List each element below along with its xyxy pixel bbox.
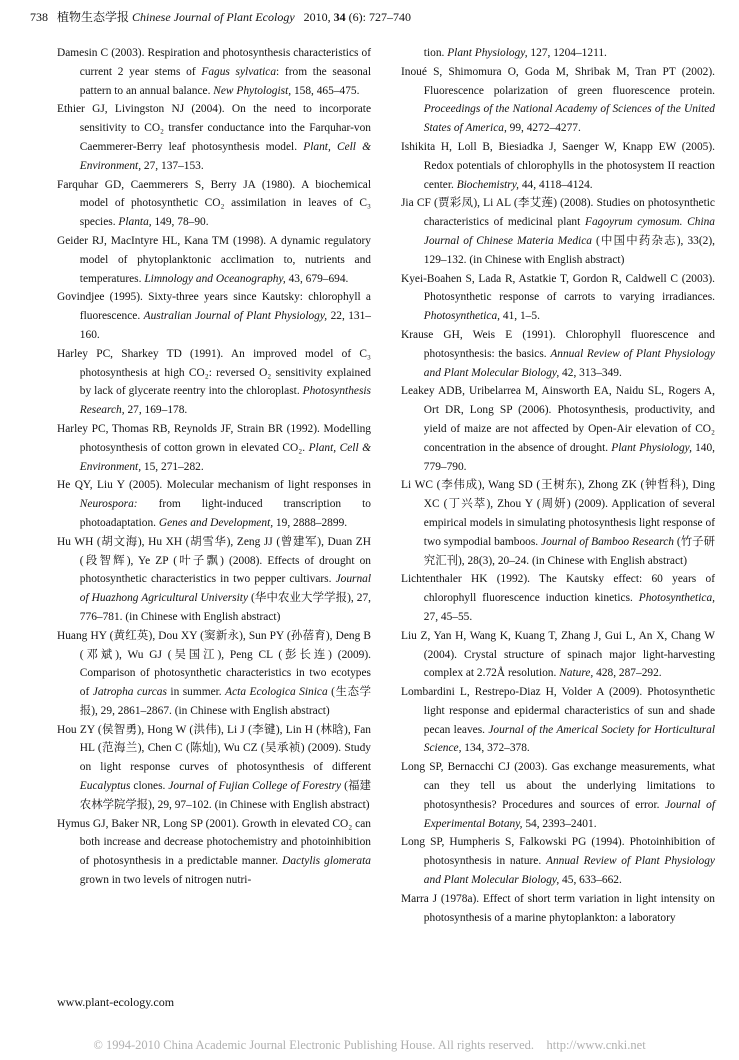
journal-name-cn: 植物生态学报 <box>57 10 130 24</box>
reference-entry: Ishikita H, Loll B, Biesiadka J, Saenger W, Knapp EW (2005). Redox potentials of chlorophylls in the photosystem II reaction center. Biochemistry, 44, 4118–4124. <box>401 140 715 191</box>
reference-entry: Lichtenthaler HK (1992). The Kautsky effect: 60 years of chlorophyll fluorescence induction kinetics. Photosynthetica, 27, 45–55. <box>401 573 715 623</box>
reference-entry: Hu WH (胡文海), Hu XH (胡雪华), Zeng JJ (曾建军), Duan ZH (段智辉), Ye ZP (叶子飘) (2008). Effects of drought on photosynthetic characteristics in two pepper cultivars. Journal of Huazhong Agricultural University (华中农业大学学报), 27, 776–781. (in Chinese with English abstract) <box>57 535 372 623</box>
journal-name-en: Chinese Journal of Plant Ecology <box>132 10 295 24</box>
reference-entry: Hymus GJ, Baker NR, Long SP (2001). Growth in elevated CO₂ can both increase and decrease photochemistry and photoinhibition of photosynthesis in a predictable manner. Dactylis glomerata grown in two levels of nitrogen nutri- <box>57 817 371 887</box>
reference-entry: Liu Z, Yan H, Wang K, Kuang T, Zhang J, Gui L, An X, Chang W (2004). Crystal structure of spinach major light-harvesting complex at 2.72Å resolution. Nature, 428, 287–292. <box>401 629 715 680</box>
reference-entry: Leakey ADB, Uribelarrea M, Ainsworth EA, Naidu SL, Rogers A, Ort DR, Long SP (2006). Photosynthesis, productivity, and yield of maize are not affected by Open-Air elevation of CO₂ concentration in the absence of drought. Plant Physiology, 140, 779–790. <box>401 385 716 473</box>
year-volume: 2010, <box>303 10 334 24</box>
page-number: 738 <box>30 10 48 24</box>
reference-entry: Govindjee (1995). Sixty-three years since Kautsky: chlorophyll a fluorescence. Australian Journal of Plant Physiology, 22, 131–160. <box>57 291 371 341</box>
issue-pages: (6): 727–740 <box>345 10 411 24</box>
reference-entry: Ethier GJ, Livingston NJ (2004). On the need to incorporate sensitivity to CO₂ transfer conductance into the Farquhar-von Caemmerer-Berry leaf photosynthesis model. Plant, Cell & Environment, 27, 137–153. <box>57 103 371 172</box>
reference-entry: Damesin C (2003). Respiration and photosynthesis characteristics of current 2 year stems of Fagus sylvatica: from the seasonal pattern to an annual balance. New Phytologist, 158, 465–475. <box>57 47 371 97</box>
reference-entry: Harley PC, Thomas RB, Reynolds JF, Strain BR (1992). Modelling photosynthesis of cotton grown in elevated CO₂. Plant, Cell & Environment, 15, 271–282. <box>57 422 371 473</box>
reference-entry: Hou ZY (侯智勇), Hong W (洪伟), Li J (李键), Lin H (林晗), Fan HL (范海兰), Chen C (陈灿), Wu CZ (吴承祯) (2009). Study on light response curves of photosynthesis of different Eucalyptus clones. Journal of Fujian College of Forestry (福建农林学院学报), 29, 97–102. (in Chinese with English abstract) <box>57 723 371 811</box>
reference-entry: Kyei-Boahen S, Lada R, Astatkie T, Gordon R, Caldwell C (2003). Photosynthetic response of carrots to varying irradiances. Photosynthetica, 41, 1–5. <box>401 272 715 323</box>
volume-number: 34 <box>333 10 346 24</box>
cnki-copyright-notice: © 1994-2010 China Academic Journal Electronic Publishing House. All rights reserved. http://www.cnki.net <box>93 1038 646 1052</box>
reference-entry: He QY, Liu Y (2005). Molecular mechanism of light responses in Neurospora: from light-induced transcription to photoadaptation. Genes and Development, 19, 2888–2899. <box>57 479 371 529</box>
reference-entry: Inoué S, Shimomura O, Goda M, Shribak M, Tran PT (2002). Fluorescence polarization of green fluorescence protein. Proceedings of the National Academy of Sciences of the United States of America, 99, 4272–4277. <box>401 65 715 135</box>
reference-entry: Li WC (李伟成), Wang SD (王树东), Zhong ZK (钟哲科), Ding XC (丁兴萃), Zhou Y (周妍) (2009). Application of several empirical models in simulating photosynthesis light response of two sympodial bamboos. Journal of Bamboo Research (竹子研究汇刊), 28(3), 20–24. (in Chinese with English abstract) <box>401 479 715 567</box>
reference-entry: Jia CF (贾彩凤), Li AL (李艾莲) (2008). Studies on photosynthetic characteristics of medicinal plant Fagoyrum cymosum. China Journal of Chinese Materia Medica (中国中药杂志), 33(2), 129–132. (in Chinese with English abstract) <box>401 197 716 266</box>
reference-entry: Harley PC, Sharkey TD (1991). An improved model of C₃ photosynthesis at high CO₂: reversed O₂ sensitivity explained by lack of glycerate reentry into the chloroplast. Photosynthesis Research, 27, 169–178. <box>57 347 371 417</box>
running-header <box>30 9 720 25</box>
reference-entry: Lombardini L, Restrepo-Diaz H, Volder A (2009). Photosynthetic light response and epidermal characteristics of sun and shade pecan leaves. Journal of the Americal Society for Horticultural Science, 134, 372–378. <box>401 686 715 755</box>
reference-entry: Krause GH, Weis E (1991). Chlorophyll fluorescence and photosynthesis: the basics. Annual Review of Plant Physiology and Plant Molecular Biology, 42, 313–349. <box>401 328 715 379</box>
reference-entry: Farquhar GD, Caemmerers S, Berry JA (1980). A biochemical model of photosynthetic CO₂ assimilation in leaves of C₃ species. Planta, 149, 78–90. <box>57 178 371 229</box>
reference-entry: Geider RJ, MacIntyre HL, Kana TM (1998). A dynamic regulatory model of phytoplanktonic acclimation to, nutrients and temperatures. Limnology and Oceanography, 43, 679–694. <box>57 234 371 285</box>
journal-website: www.plant-ecology.com <box>57 995 175 1009</box>
reference-entry: Long SP, Humpheris S, Falkowski PG (1994). Photoinhibition of photosynthesis in nature. Annual Review of Plant Physiology and Plant Molecular Biology, 45, 633–662. <box>401 836 715 887</box>
reference-entry: Long SP, Bernacchi CJ (2003). Gas exchange measurements, what can they tell us about the underlying limitations to photosynthesis? Procedures and sources of error. Journal of Experimental Botany, 54, 2393–2401. <box>401 761 715 830</box>
reference-entry: Huang HY (黄红英), Dou XY (窦新永), Sun PY (孙蓓育), Deng B (邓斌), Wu GJ (吴国江), Peng CL (彭长连) (2009). Comparison of photosynthetic characteristics in two ecotypes of Jatropha curcas in summer. Acta Ecologica Sinica (生态学报), 29, 2861–2867. (in Chinese with English abstract) <box>57 629 372 717</box>
reference-continuation: tion. Plant Physiology, 127, 1204–1211. <box>423 47 607 59</box>
reference-entry: Marra J (1978a). Effect of short term variation in light intensity on photosynthesis of a marine phytoplankton: a laboratory <box>401 892 715 924</box>
references-left-column <box>57 44 371 890</box>
references-right-column <box>401 44 715 927</box>
